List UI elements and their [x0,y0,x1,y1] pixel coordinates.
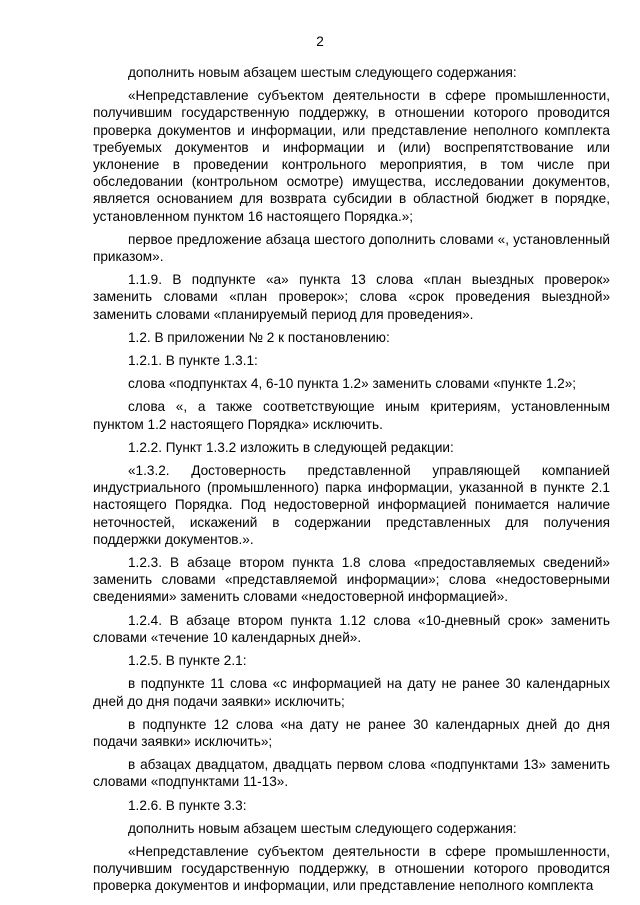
paragraph: в подпункте 11 слова «с информацией на дату не ранее 30 календарных дней до дня подачи заявки» исключить; [93,676,610,709]
paragraph: дополнить новым абзацем шестым следующего содержания: [128,820,517,836]
paragraph: 1.2.1. В пункте 1.3.1: [128,353,258,369]
paragraph: 1.2.5. В пункте 2.1: [128,653,247,669]
paragraph: слова «, а также соответствующие иным критериям, установленным пунктом 1.2 настоящего Порядка» исключить. [93,399,610,432]
page-number: 2 [316,34,324,49]
paragraph: в подпункте 12 слова «на дату не ранее 30 календарных дней до дня подачи заявки» исключить»; [93,716,610,749]
paragraph: 1.2.2. Пункт 1.3.2 изложить в следующей редакции: [128,439,454,455]
paragraph: «Непредставление субъектом деятельности в сфере промышленности, получившим государственную поддержку, в отношении которого проводится проверка документов и информации, или представление неполного комплекта требуемых документов и информации и (или) воспрепятствование или уклонение в проведении контрольного мероприятия, в том числе при обследовании (контрольном осмотре) имущества, исследовании документов, является основанием для возврата субсидии в областной бюджет в порядке, установленном пунктом 16 настоящего Порядка.»; [93,88,610,224]
paragraph: «Непредставление субъектом деятельности в сфере промышленности, получившим государственную поддержку, в отношении которого проводится проверка документов и информации, или представление неполного комплекта [93,843,610,894]
paragraph: 1.2. В приложении № 2 к постановлению: [128,329,390,345]
paragraph: 1.2.4. В абзаце втором пункта 1.12 слова «10-дневный срок» заменить словами «течение 10 календарных дней». [93,612,610,645]
paragraph: 1.2.6. В пункте 3.3: [128,797,247,813]
paragraph: 1.1.9. В подпункте «а» пункта 13 слова «план выездных проверок» заменить словами «план проверок»; слова «срок проведения выездной» заменить словами «планируемый период для проведения». [93,272,610,322]
document-body [93,64,610,895]
paragraph: слова «подпунктах 4, 6-10 пункта 1.2» заменить словами «пункте 1.2»; [128,376,577,392]
paragraph: 1.2.3. В абзаце втором пункта 1.8 слова «предоставляемых сведений» заменить словами «представляемой информации»; слова «недостоверными сведениями» заменить словами «недостоверной информацией». [93,555,610,605]
paragraph: первое предложение абзаца шестого дополнить словами «, установленный приказом». [93,231,610,265]
paragraph: «1.3.2. Достоверность представленной управляющей компанией индустриального (промышленного) парка информации, указанной в пункте 2.1 настоящего Порядка. Под недостоверной информацией понимается наличие неточностей, искажений в содержании представленных для получения поддержки документов.». [93,463,610,547]
paragraph: дополнить новым абзацем шестым следующего содержания: [128,65,517,80]
paragraph: в абзацах двадцатом, двадцать первом слова «подпунктами 13» заменить словами «подпунктами 11-13». [93,757,610,790]
